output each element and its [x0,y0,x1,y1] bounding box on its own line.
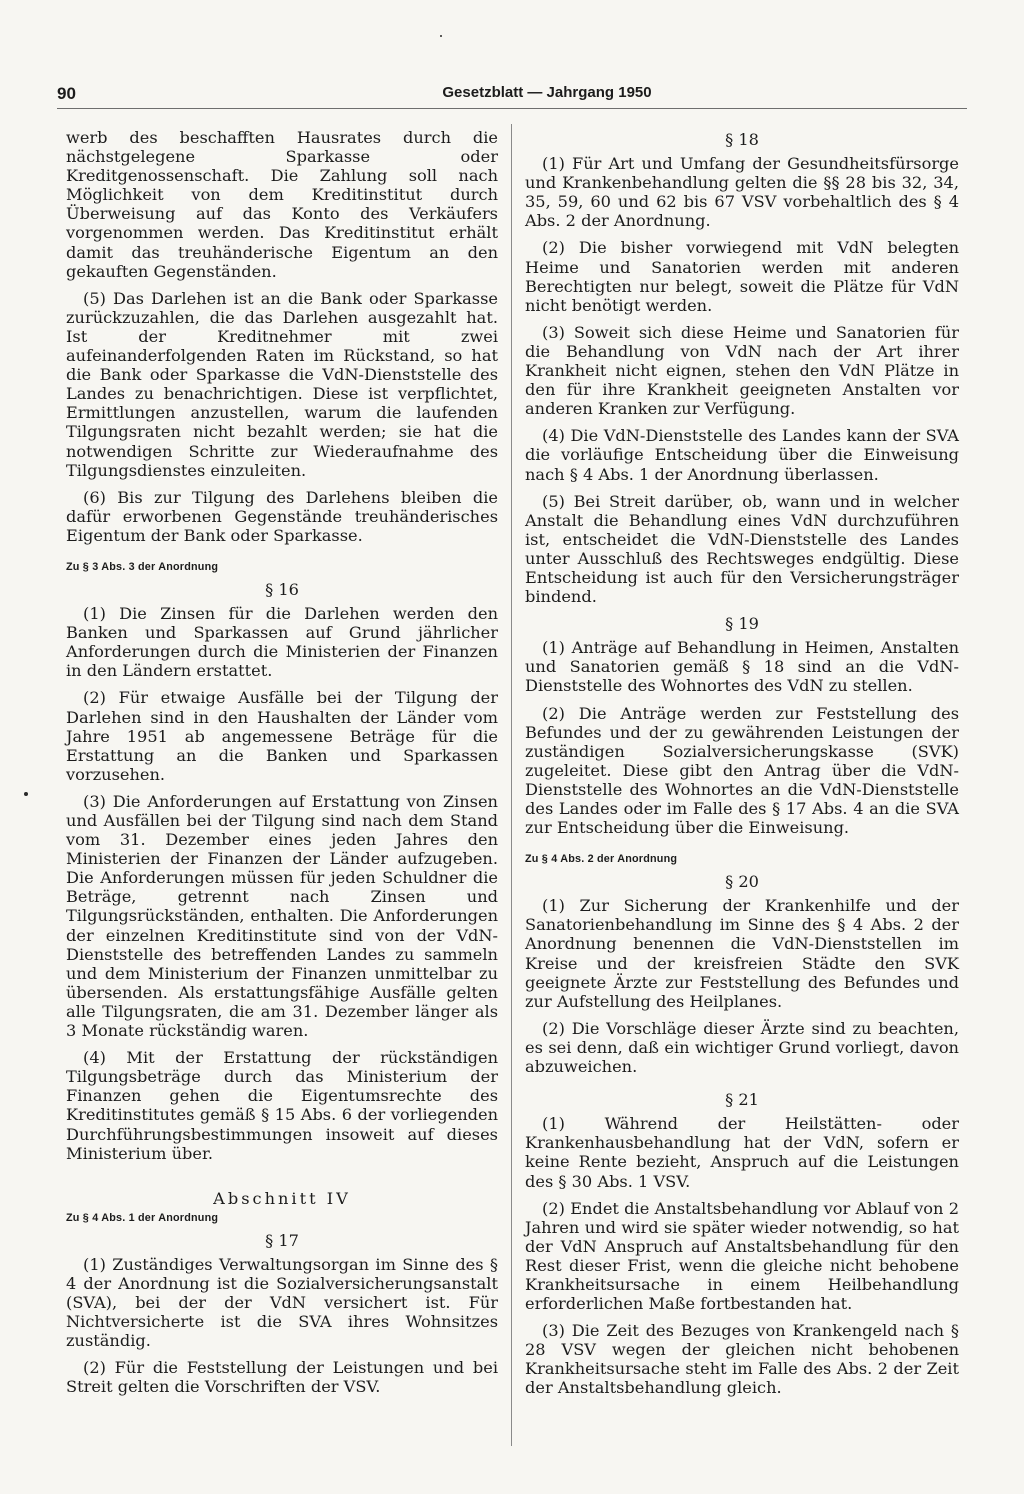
reference-note-16: Zu § 3 Abs. 3 der Anordnung [66,560,219,573]
scan-speck [440,35,442,37]
page-header [57,84,957,110]
paragraph-16-4: (4) Mit der Erstattung der rückständigen Tilgungsbeträge durch das Ministerium der Finanzen gehen die Eigentumsrechte des Kreditinstitutes gemäß § 15 Abs. 6 der vorliegenden Durchführungsbestimmungen insoweit auf dieses Ministerium über. [66,1048,498,1163]
part-heading: Abschnitt IV [213,1188,351,1208]
paragraph-15-6: (6) Bis zur Tilgung des Darlehens bleiben die dafür erworbenen Gegenstände treuhänderisches Eigentum der Bank oder Sparkasse. [66,487,498,545]
paragraph-18-2: (2) Die bisher vorwiegend mit VdN belegten Heime und Sanatorien werden mit anderen Berechtigten nur belegt, soweit die Plätze für VdN nicht benötigt werden. [525,238,959,315]
paragraph-21-2: (2) Endet die Anstaltsbehandlung vor Ablauf von 2 Jahren und wird sie später wieder notwendig, so hat der VdN Anspruch auf Anstaltsbehandlung für den Rest dieser Frist, wenn die gleiche nicht behobene Krankheitsursache in einem Heilbehandlung erforderlichen Maße fortbestanden hat. [525,1198,959,1314]
reference-note-17: Zu § 4 Abs. 1 der Anordnung [66,1211,219,1224]
paragraph-16-1: (1) Die Zinsen für die Darlehen werden den Banken und Sparkassen auf Grund jährlicher Anforderungen durch die Ministerien der Finanzen in den Ländern erstattet. [66,604,498,681]
right-column [525,128,959,1406]
paragraph-18-5: (5) Bei Streit darüber, ob, wann und in welcher Anstalt die Behandlung eines VdN durchzuführen ist, entscheidet die VdN-Dienststelle des Landes unter Ausschluß des Rechtsweges endgültig. Diese Entscheidung ist auch für den Versicherungsträger bindend. [525,491,959,607]
column-divider [511,124,512,1446]
running-title: Gesetzblatt — Jahrgang 1950 [442,84,652,101]
paragraph-15-5: (5) Das Darlehen ist an die Bank oder Sparkasse zurückzuzahlen, die das Darlehen ausgezahlt hat. Ist der Kreditnehmer mit zwei aufeinanderfolgenden Raten im Rückstand, so hat die Bank oder Sparkasse die VdN-Dienststelle des Landes zu benachrichtigen. Diese ist verpflichtet, Ermittlungen anzustellen, warum die laufenden Tilgungsraten nicht bezahlt werden; sie hat die notwendigen Schritte zur Wiederaufnahme des Tilgungsdienstes einzuleiten. [66,288,498,480]
paragraph-20-1: (1) Zur Sicherung der Krankenhilfe und der Sanatorienbehandlung im Sinne des § 4 Abs. 2 der Anordnung benennen die VdN-Dienststellen im Kreise und der kreisfreien Städte den SVK geeignete Ärzte zur Feststellung des Befundes und zur Aufstellung des Heilplanes. [525,896,959,1011]
section-heading-17: § 17 [265,1230,299,1250]
scan-speck [24,792,28,796]
paragraph-16-2: (2) Für etwaige Ausfälle bei der Tilgung der Darlehen sind in den Haushalten der Länder vom Jahre 1951 ab angemessene Beträge für die Erstattung an die Banken und Sparkassen vorzusehen. [66,688,498,784]
paragraph-21-1: (1) Während der Heilstätten- oder Krankenhausbehandlung hat der VdN, sofern er keine Rente bezieht, Anspruch auf die Leistungen des § 30 Abs. 1 VSV. [525,1114,959,1191]
paragraph-19-2: (2) Die Anträge werden zur Feststellung des Befundes und der zu gewährenden Leistungen der zuständigen Sozialversicherungskasse (SVK) zugeleitet. Diese gibt den Antrag über die VdN-Dienststelle des Wohnortes an die VdN-Dienststelle des Landes oder im Falle des § 17 Abs. 4 an die SVA zur Entscheidung über die Einweisung. [525,703,959,838]
paragraph-18-1: (1) Für Art und Umfang der Gesundheitsfürsorge und Krankenbehandlung gelten die §§ 28 bis 32, 34, 35, 59, 60 und 62 bis 67 VSV vorbehaltlich des § 4 Abs. 2 der Anordnung. [525,154,959,231]
left-column [66,128,498,1405]
header-rule [57,108,967,109]
paragraph-21-3: (3) Die Zeit des Bezuges von Krankengeld nach § 28 VSV wegen der gleichen nicht behobenen Krankheitsursache steht im Falle des Abs. 2 der Zeit der Anstaltsbehandlung gleich. [525,1321,959,1398]
paragraph-20-2: (2) Die Vorschläge dieser Ärzte sind zu beachten, es sei denn, daß ein wichtiger Grund vorliegt, davon abzuweichen. [525,1018,959,1077]
paragraph-18-3: (3) Soweit sich diese Heime und Sanatorien für die Behandlung von VdN nach der Art ihrer Krankheit nicht eignen, stehen den VdN Plätze in den für ihre Krankheit geeigneten Anstalten vor anderen Kranken zur Verfügung. [525,322,959,419]
paragraph-16-3: (3) Die Anforderungen auf Erstattung von Zinsen und Ausfällen bei der Tilgung sind nach dem Stand vom 31. Dezember eines jeden Jahres den Ministerien der Finanzen der Länder aufzugeben. Die Anforderungen müssen für jeden Schuldner die Beträge, getrennt nach Zinsen und Tilgungsrückständen, enthalten. Die Anforderungen der einzelnen Kreditinstitute sind von der VdN-Dienststelle des betreffenden Landes zu sammeln und dem Ministerium der Finanzen unmittelbar zu übersenden. Als erstattungsfähige Ausfälle gelten alle Tilgungsraten, die am 31. Dezember länger als 3 Monate rückständig waren. [66,791,498,1041]
reference-note-20: Zu § 4 Abs. 2 der Anordnung [525,853,678,866]
paragraph-17-1: (1) Zuständiges Verwaltungsorgan im Sinne des § 4 der Anordnung ist die Sozialversicherungsanstalt (SVA), bei der der VdN versichert ist. Für Nichtversicherte ist die SVA ihres Wohnsitzes zuständig. [66,1254,498,1351]
paragraph-19-1: (1) Anträge auf Behandlung in Heimen, Anstalten und Sanatorien gemäß § 18 sind an die VdN-Dienststelle des Wohnortes des VdN zu stellen. [525,638,959,696]
section-heading-21: § 21 [725,1090,759,1110]
paragraph-continuation: werb des beschafften Hausrates durch die nächstgelegene Sparkasse oder Kreditgenossenschaft. Die Zahlung soll nach Möglichkeit von dem Kreditinstitut durch Überweisung auf das Konto des Verkäufers vorgenommen werden. Das Kreditinstitut erhält damit das treuhänderische Eigentum an den gekauften Gegenständen. [66,128,498,281]
paragraph-18-4: (4) Die VdN-Dienststelle des Landes kann der SVA die vorläufige Entscheidung über die Einweisung nach § 4 Abs. 1 der Anordnung überlassen. [525,426,959,484]
paragraph-17-2: (2) Für die Feststellung der Leistungen und bei Streit gelten die Vorschriften der VSV. [66,1358,498,1397]
page-number: 90 [57,84,76,103]
section-heading-19: § 19 [725,614,759,634]
section-heading-16: § 16 [265,579,299,599]
section-heading-20: § 20 [725,872,759,892]
section-heading-18: § 18 [725,130,759,149]
